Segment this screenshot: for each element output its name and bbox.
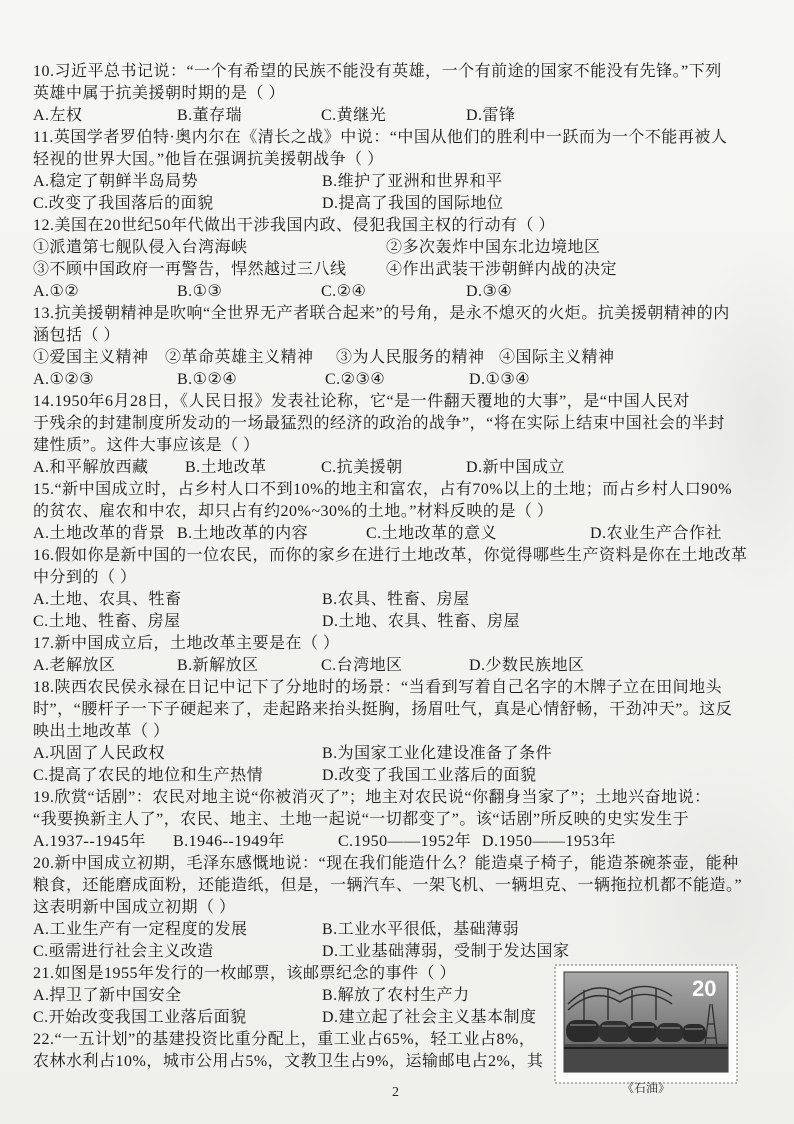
question-12 xyxy=(0,215,794,303)
statement-item: ③为人民服务的精神 xyxy=(336,349,485,366)
option-c: C.开始改变我国工业落后面貌 xyxy=(33,1009,247,1026)
option-d: D.建立起了社会主义基本制度 xyxy=(322,1009,537,1026)
options-row xyxy=(0,655,794,677)
question-stem-line: 13.抗美援朝精神是吹响“全世界无产者联合起来”的号角，是永不熄灭的火炬。抗美援朝精神的内 xyxy=(33,305,730,322)
options-row xyxy=(0,743,794,765)
option-a: A.稳定了朝鲜半岛局势 xyxy=(33,173,199,190)
text-line xyxy=(0,303,794,325)
option-d: D.③④ xyxy=(466,283,513,300)
text-line xyxy=(0,413,794,435)
text-line xyxy=(0,809,794,831)
option-b: B.1946--1949年 xyxy=(173,833,285,850)
text-line xyxy=(0,435,794,457)
question-stem-line: 16.假如你是新中国的一位农民，而你的家乡在进行土地改革，你觉得哪些生产资料是你在土地改革 xyxy=(33,547,748,564)
option-c: C.亟需进行社会主义改造 xyxy=(33,943,214,960)
question-stem-line: 粮食，还能磨成面粉，还能造纸，但是，一辆汽车、一架飞机、一辆坦克、一辆拖拉机都不能造。” xyxy=(33,877,743,894)
question-stem-line: 这表明新中国成立初期（ ） xyxy=(33,899,236,916)
text-line xyxy=(0,149,794,171)
option-d: D.土地、农具、牲畜、房屋 xyxy=(322,613,521,630)
options-row xyxy=(0,765,794,787)
statement-item: ②多次轰炸中国东北边境地区 xyxy=(386,239,601,256)
option-c: C.提高了农民的地位和生产热情 xyxy=(33,767,264,784)
question-stem-line: 22.“一五计划”的基建投资比重分配上，重工业占65%，轻工业占8%， xyxy=(33,1031,536,1048)
text-line xyxy=(0,677,794,699)
option-c: C.抗美援朝 xyxy=(321,459,403,476)
text-line xyxy=(0,61,794,83)
option-b: B.董存瑞 xyxy=(177,107,243,124)
question-stem-line: 20.新中国成立初期，毛泽东感慨地说：“现在我们能造什么？能造桌子椅子，能造茶碗茶壶，能种 xyxy=(33,855,739,872)
question-stem-line: 14.1950年6月28日，《人民日报》发表社论称，它“是一件翻天覆地的大事”，是“中国人民对 xyxy=(33,393,690,410)
question-17 xyxy=(0,633,794,677)
option-a: A.和平解放西藏 xyxy=(33,459,149,476)
text-line xyxy=(0,897,794,919)
question-stem-line: 11.英国学者罗伯特·奥内尔在《清长之战》中说：“中国从他们的胜利中一跃而为一个不能再被人 xyxy=(33,129,728,146)
items-row xyxy=(0,237,794,259)
options-row xyxy=(0,589,794,611)
options-row xyxy=(0,105,794,127)
text-line xyxy=(0,83,794,105)
option-c: C.台湾地区 xyxy=(321,657,403,674)
question-stem-line: 轻视的世界大国。”他旨在强调抗美援朝战争（ ） xyxy=(33,151,384,168)
statement-item: ①爱国主义精神 xyxy=(33,349,149,366)
option-d: D.雷锋 xyxy=(466,107,516,124)
option-b: B.新解放区 xyxy=(177,657,259,674)
question-15 xyxy=(0,479,794,545)
question-19 xyxy=(0,787,794,853)
question-stem-line: 时”，“腰杆子一下子硬起来了，走起路来抬头挺胸，扬眉吐气，真是心情舒畅，干劲冲天”。这反 xyxy=(33,701,733,718)
question-16 xyxy=(0,545,794,633)
text-line xyxy=(0,567,794,589)
statement-item: ④作出武装干涉朝鲜内战的决定 xyxy=(386,261,618,278)
question-stem-line: 10.习近平总书记说：“一个有希望的民族不能没有英雄，一个有前途的国家不能没有先锋。”下列 xyxy=(33,63,722,80)
question-11 xyxy=(0,127,794,215)
option-c: C.②④ xyxy=(321,283,367,300)
question-stem-line: “我要换新主人了”，农民、地主、土地一起说“一切都变了”。该“话剧”所反映的史实发生于 xyxy=(33,811,690,828)
options-row xyxy=(0,611,794,633)
option-a: A.①② xyxy=(33,283,80,300)
option-b: B.维护了亚洲和世界和平 xyxy=(322,173,503,190)
option-b: B.为国家工业化建设准备了条件 xyxy=(322,745,553,762)
page-number: 2 xyxy=(392,1085,399,1100)
option-b: B.解放了农村生产力 xyxy=(322,987,470,1004)
question-stem-line: 18.陕西农民侯永禄在日记中记下了分地时的场景：“当看到写着自己名字的木牌子立在田间地头 xyxy=(33,679,723,696)
question-14 xyxy=(0,391,794,479)
stamp-image xyxy=(554,964,738,1086)
option-d: D.新中国成立 xyxy=(466,459,566,476)
option-c: C.改变了我国落后的面貌 xyxy=(33,195,214,212)
statement-item: ①派遣第七舰队侵入台湾海峡 xyxy=(33,239,248,256)
text-line xyxy=(0,479,794,501)
question-list xyxy=(0,61,794,1073)
text-line xyxy=(0,545,794,567)
option-b: B.土地改革的内容 xyxy=(177,525,309,542)
option-c: C.黄继光 xyxy=(321,107,387,124)
option-a: A.老解放区 xyxy=(33,657,116,674)
option-c: C.土地、牲畜、房屋 xyxy=(33,613,181,630)
option-a: A.①②③ xyxy=(33,371,95,388)
question-stem-line: 英雄中属于抗美援朝时期的是（ ） xyxy=(33,85,286,102)
text-line xyxy=(0,721,794,743)
options-row xyxy=(0,369,794,391)
option-d: D.提高了我国的国际地位 xyxy=(322,195,504,212)
stamp-caption: 《石油》 xyxy=(622,1081,671,1095)
text-line xyxy=(0,215,794,237)
statement-item: ②革命英雄主义精神 xyxy=(165,349,314,366)
option-a: A.捍卫了新中国安全 xyxy=(33,987,182,1004)
option-b: B.①②④ xyxy=(177,371,238,388)
option-b: B.土地改革 xyxy=(185,459,267,476)
option-a: A.土地改革的背景 xyxy=(33,525,166,542)
question-stem-line: 17.新中国成立后，土地改革主要是在（ ） xyxy=(33,635,340,652)
option-d: D.少数民族地区 xyxy=(469,657,585,674)
question-stem-line: 于残余的封建制度所发动的一场最猛烈的经济的政治的战争”，“将在实际上结束中国社会的半封 xyxy=(33,415,725,432)
question-stem-line: 12.美国在20世纪50年代做出干涉我国内政、侵犯我国主权的行动有（ ） xyxy=(33,217,556,234)
option-c: C.②③④ xyxy=(325,371,386,388)
option-a: A.土地、农具、牲畜 xyxy=(33,591,182,608)
text-line xyxy=(0,853,794,875)
text-line xyxy=(0,127,794,149)
text-line xyxy=(0,391,794,413)
question-18 xyxy=(0,677,794,787)
options-row xyxy=(0,831,794,853)
question-stem-line: 农林水利占10%，城市公用占5%，文教卫生占9%，运输邮电占2%，其 xyxy=(33,1053,544,1070)
option-d: D.工业基础薄弱，受制于发达国家 xyxy=(322,943,570,960)
options-row xyxy=(0,171,794,193)
question-13 xyxy=(0,303,794,391)
option-d: D.1950——1953年 xyxy=(482,833,617,850)
options-row xyxy=(0,523,794,545)
question-stem-line: 15.“新中国成立时，占乡村人口不到10%的地主和富农，占有70%以上的土地；而占乡村人口90% xyxy=(33,481,733,498)
question-stem-line: 19.欣赏“话剧”：农民对地主说“你被消灭了”；地主对农民说“你翻身当家了”；土地兴奋地说： xyxy=(33,789,711,806)
options-row xyxy=(0,193,794,215)
question-stem-line: 建性质”。这件大事应该是（ ） xyxy=(33,437,260,454)
options-row xyxy=(0,941,794,963)
option-a: A.左权 xyxy=(33,107,83,124)
option-a: A.巩固了人民政权 xyxy=(33,745,166,762)
question-20 xyxy=(0,853,794,963)
stamp-denomination: 20 xyxy=(692,976,717,1001)
option-d: D.①③④ xyxy=(469,371,531,388)
text-line xyxy=(0,699,794,721)
question-stem-line: 中分到的（ ） xyxy=(33,569,137,586)
option-b: B.①③ xyxy=(177,283,223,300)
text-line xyxy=(0,501,794,523)
option-b: B.工业水平很低，基础薄弱 xyxy=(322,921,520,938)
options-row xyxy=(0,919,794,941)
statement-item: ④国际主义精神 xyxy=(499,349,615,366)
text-line xyxy=(0,787,794,809)
question-stem-line: 21.如图是1955年发行的一枚邮票，该邮票纪念的事件（ ） xyxy=(33,965,457,982)
option-a: A.1937--1945年 xyxy=(33,833,146,850)
text-line xyxy=(0,875,794,897)
option-c: C.土地改革的意义 xyxy=(366,525,498,542)
question-10 xyxy=(0,61,794,127)
option-b: B.农具、牲畜、房屋 xyxy=(322,591,470,608)
options-row xyxy=(0,281,794,303)
option-d: D.改变了我国工业落后的面貌 xyxy=(322,767,537,784)
question-stem-line: 映出土地改革（ ） xyxy=(33,723,170,740)
option-a: A.工业生产有一定程度的发展 xyxy=(33,921,248,938)
text-line xyxy=(0,325,794,347)
items-row xyxy=(0,259,794,281)
option-d: D.农业生产合作社 xyxy=(590,525,723,542)
option-c: C.1950——1952年 xyxy=(338,833,472,850)
question-stem-line: 涵包括（ ） xyxy=(33,327,121,344)
statement-item: ③不顾中国政府一再警告，悍然越过三八线 xyxy=(33,261,347,278)
options-row xyxy=(0,457,794,479)
question-stem-line: 的贫农、雇农和中农，却只占有约20%~30%的土地。”材料反映的是（ ） xyxy=(33,503,554,520)
items-row xyxy=(0,347,794,369)
text-line xyxy=(0,633,794,655)
